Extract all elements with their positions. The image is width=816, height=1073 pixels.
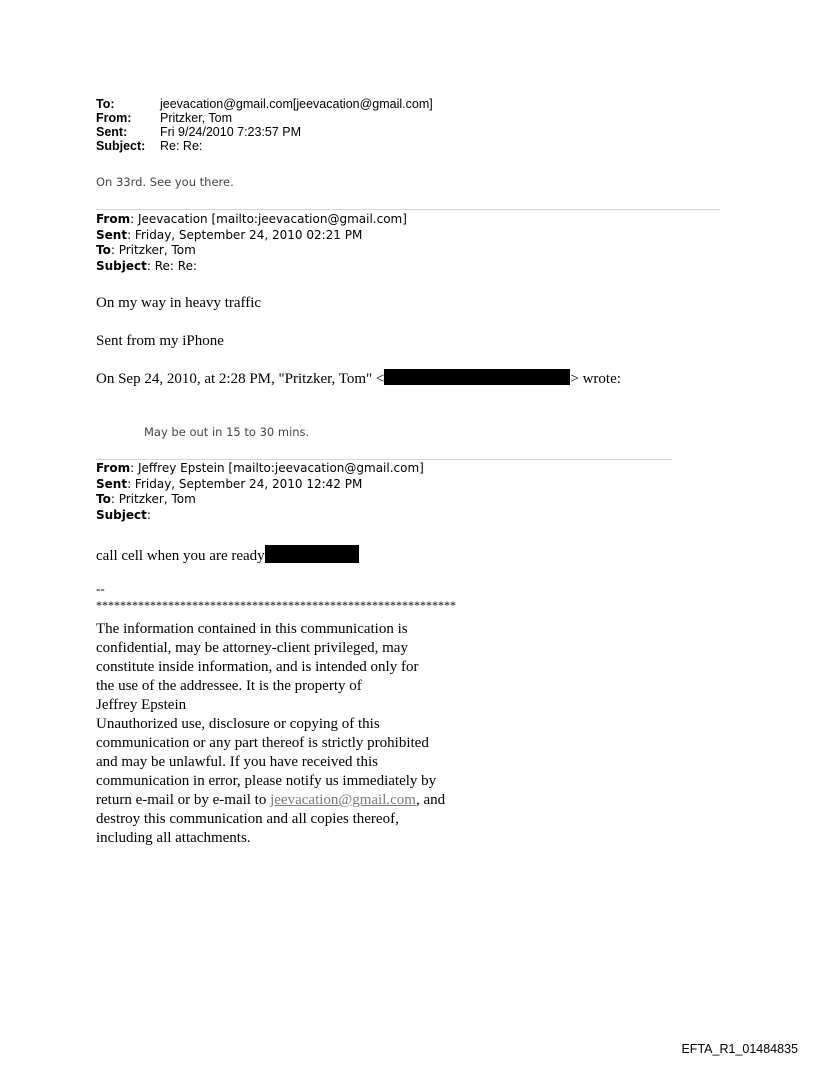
header-subject-label: Subject: [96,139,146,153]
quoted-text: May be out in 15 to 30 mins. [144,425,310,439]
msg2-sent-label: Sent [96,476,128,491]
msg1-from-label: From [96,212,131,226]
msg1-sent-label: Sent [96,227,128,242]
msg2-from-label: From [96,461,131,475]
header-subject-value: Re: Re: [160,139,203,153]
msg1-quote-line [96,369,621,389]
msg2-sent-value: : Friday, September 24, 2010 12:42 PM [127,476,363,491]
msg2-subject-row [96,508,424,524]
msg2-body [96,545,359,566]
msg1-from-row [96,212,407,228]
quote-prefix: On Sep 24, 2010, at 2:28 PM, "Pritzker, Tom" < [96,371,385,387]
msg1-line1: On my way in heavy traffic [96,295,262,311]
redaction-bar [384,369,570,385]
disclaimer-line: the use of the addressee. It is the property of [96,678,362,694]
msg1-to-row [96,243,407,259]
header-subject-row [96,139,433,153]
msg2-body-text: call cell when you are ready [96,548,265,564]
header-from-value: Pritzker, Tom [160,111,233,125]
msg2-sent-row [96,477,424,493]
disclaimer-line-return [96,791,616,810]
email-header [96,97,433,153]
msg1-line2: Sent from my iPhone [96,333,224,349]
disclaimer-line: constitute inside information, and is intended only for [96,659,419,675]
header-sent-row [96,125,433,139]
header-sent-value: Fri 9/24/2010 7:23:57 PM [160,125,302,139]
disclaimer-line: and may be unlawful. If you have received this [96,754,378,770]
redaction-bar [265,545,359,563]
msg1-meta [96,212,407,274]
signature-stars: ************************************************************ [96,598,456,612]
msg2-to-value: : Pritzker, Tom [110,492,196,506]
msg2-subject-label: Subject [96,507,147,522]
disclaimer-line: Unauthorized use, disclosure or copying of this [96,716,380,732]
header-sent-label: Sent: [96,125,128,139]
msg1-sent-row [96,228,407,244]
header-to-label: To: [96,97,115,111]
reply-body: On 33rd. See you there. [96,175,234,189]
msg1-from-value: : Jeevacation [mailto:jeevacation@gmail.com] [130,212,407,226]
msg2-from-row [96,461,424,477]
msg1-subject-label: Subject [96,258,147,273]
document-id: EFTA_R1_01484835 [681,1042,798,1056]
separator-line [96,459,672,460]
msg2-to-row [96,492,424,508]
disclaimer-line: including all attachments. [96,830,251,846]
msg2-to-label: To [96,492,111,506]
msg1-subject-value: : Re: Re: [146,258,198,273]
quote-suffix: > wrote: [570,371,621,387]
return-suffix: , and [415,792,446,808]
disclaimer [96,620,616,848]
header-to-row [96,97,433,111]
header-from-label: From: [96,111,132,125]
disclaimer-line: Jeffrey Epstein [96,697,187,713]
header-from-row [96,111,433,125]
separator-line [96,209,720,210]
msg1-to-value: : Pritzker, Tom [110,243,196,257]
email-link[interactable]: jeevacation@gmail.com [270,792,416,808]
msg1-to-label: To [96,243,111,257]
disclaimer-line: confidential, may be attorney-client privileged, may [96,640,408,656]
header-to-value: jeevacation@gmail.com[jeevacation@gmail.com] [160,97,433,111]
disclaimer-line: communication or any part thereof is strictly prohibited [96,735,429,751]
return-prefix: return e-mail or by e-mail to [96,792,271,808]
msg2-from-value: : Jeffrey Epstein [mailto:jeevacation@gmail.com] [130,461,424,475]
msg1-subject-row [96,259,407,275]
signature-dashes: -- [96,581,105,596]
disclaimer-line: destroy this communication and all copies thereof, [96,811,399,827]
msg1-sent-value: : Friday, September 24, 2010 02:21 PM [127,227,363,242]
msg2-subject-value: : [146,507,151,522]
disclaimer-line: The information contained in this communication is [96,621,408,637]
msg2-meta [96,461,424,523]
disclaimer-line: communication in error, please notify us immediately by [96,773,437,789]
